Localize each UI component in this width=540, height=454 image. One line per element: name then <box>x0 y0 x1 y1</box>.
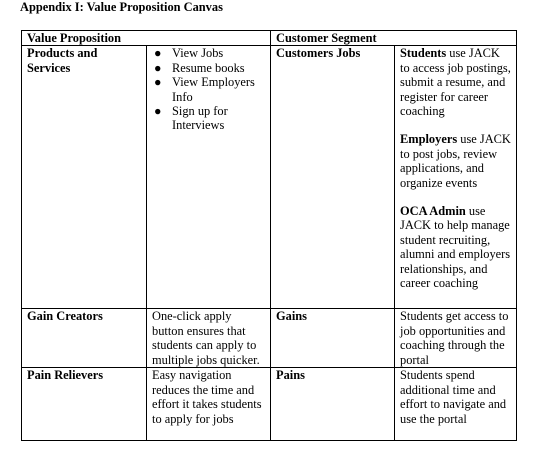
appendix-title: Appendix I: Value Proposition Canvas <box>20 0 223 14</box>
customers-jobs-label: Customers Jobs <box>271 46 395 309</box>
bullet-icon: ● <box>154 75 162 90</box>
products-services-list-cell <box>147 46 271 309</box>
header-row <box>22 31 517 46</box>
header-value-proposition: Value Proposition <box>22 31 271 46</box>
pains-text: Students spend additional time and effort to navigate and use the portal <box>395 368 517 441</box>
bullet-icon: ● <box>154 104 162 119</box>
gains-label: Gains <box>271 309 395 368</box>
list-item: ● Sign up for Interviews <box>154 104 228 133</box>
segment-oca-admin: OCA Admin use JACK to help manage student recruiting, alumni and employers relationships, and career coaching <box>400 204 511 291</box>
list-item: ● View Jobs <box>154 46 224 61</box>
list-item: ● Resume books <box>154 60 245 75</box>
pain-relievers-text: Easy navigation reduces the time and effort it takes students to apply for jobs <box>147 368 271 441</box>
products-services-list <box>152 46 265 132</box>
table-row-gains <box>22 309 517 368</box>
table-row-pains <box>22 368 517 441</box>
pain-relievers-label: Pain Relievers <box>22 368 147 441</box>
customers-jobs-cell <box>395 46 517 309</box>
table-row-products <box>22 46 517 309</box>
bullet-icon: ● <box>154 60 162 75</box>
segment-students: Students use JACK to access job postings, submit a resume, and register for career coaching <box>400 46 511 119</box>
gain-creators-label: Gain Creators <box>22 309 147 368</box>
gain-creators-text: One-click apply button ensures that students can apply to multiple jobs quicker. <box>147 309 271 368</box>
gains-text: Students get access to job opportunities and coaching through the portal <box>395 309 517 368</box>
header-customer-segment: Customer Segment <box>271 31 517 46</box>
bullet-icon: ● <box>154 46 162 61</box>
list-item: ● View Employers Info <box>154 75 255 104</box>
pains-label: Pains <box>271 368 395 441</box>
value-proposition-canvas-table <box>21 30 517 441</box>
segment-employers: Employers use JACK to post jobs, review applications, and organize events <box>400 132 511 190</box>
products-services-label: Products and Services <box>22 46 147 309</box>
